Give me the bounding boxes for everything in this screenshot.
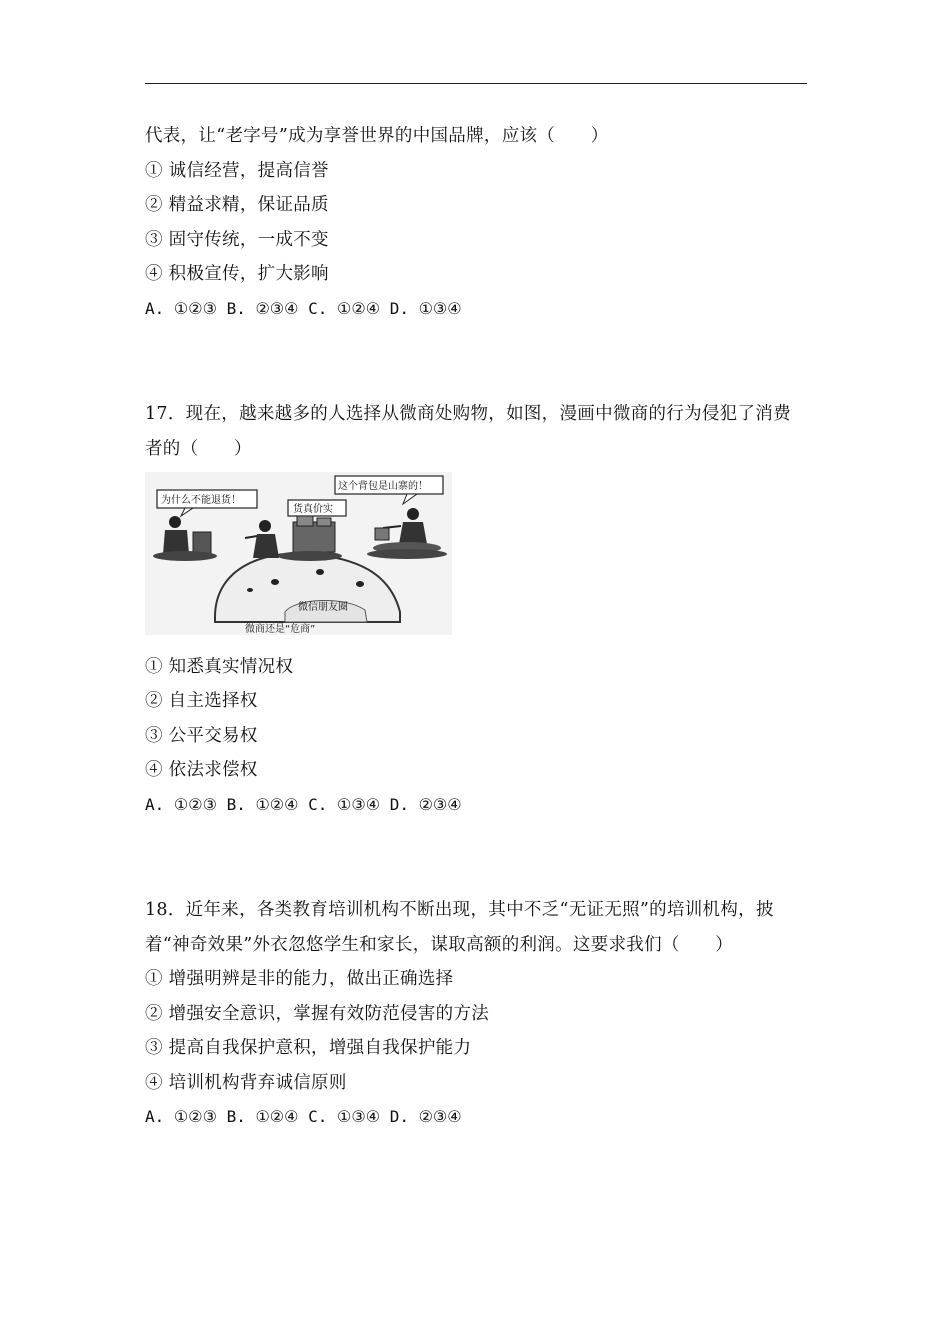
bubble-left-text: 为什么不能退货！: [161, 495, 241, 506]
q17-item-2: ② 自主选择权: [145, 691, 258, 711]
q18-item-3: ③ 提高自我保护意积，增强自我保护能力: [145, 1038, 472, 1058]
cartoon-caption: 微商还是“危商”: [245, 624, 316, 635]
q16-options: A. ①②③ B. ②③④ C. ①②④ D. ①③④: [145, 299, 462, 318]
q16-item-3: ③ 固守传统，一成不变: [145, 230, 329, 250]
bubble-mid-text: 货真价实: [293, 504, 333, 515]
q17-item-1: ① 知悉真实情况权: [145, 657, 294, 677]
weishang-cartoon: [145, 472, 452, 635]
q18-stem-line2: 着“神奇效果”外衣忽悠学生和家长，谋取高额的利润。这要求我们（ ）: [145, 935, 734, 955]
q18-item-4: ④ 培训机构背弃诚信原则: [145, 1073, 347, 1093]
q18-item-2: ② 增强安全意识，掌握有效防范侵害的方法: [145, 1004, 490, 1024]
q17-item-4: ④ 依法求偿权: [145, 760, 258, 780]
q18-stem-line1: 18．近年来，各类教育培训机构不断出现，其中不乏“无证无照”的培训机构，披: [145, 900, 774, 920]
q17-stem-line2: 者的（ ）: [145, 439, 252, 459]
q17-stem-line1: 17．现在，越来越多的人选择从微商处购物，如图，漫画中微商的行为侵犯了消费: [145, 404, 791, 424]
q17-options: A. ①②③ B. ①②④ C. ①③④ D. ②③④: [145, 795, 462, 814]
bubble-right-text: 这个背包是山寨的！: [338, 481, 428, 492]
q16-item-2: ② 精益求精，保证品质: [145, 195, 329, 215]
hill-label: 微信朋友圈: [298, 602, 348, 613]
q16-item-4: ④ 积极宣传，扩大影响: [145, 264, 329, 284]
q18-options: A. ①②③ B. ①②④ C. ①③④ D. ②③④: [145, 1107, 462, 1126]
q17-item-3: ③ 公平交易权: [145, 726, 258, 746]
q18-item-1: ① 增强明辨是非的能力，做出正确选择: [145, 969, 454, 989]
q16-item-1: ① 诚信经营，提高信誉: [145, 161, 329, 181]
q16-stem: 代表，让“老字号”成为享誉世界的中国品牌，应该（ ）: [145, 126, 609, 146]
header-rule: [145, 83, 807, 84]
